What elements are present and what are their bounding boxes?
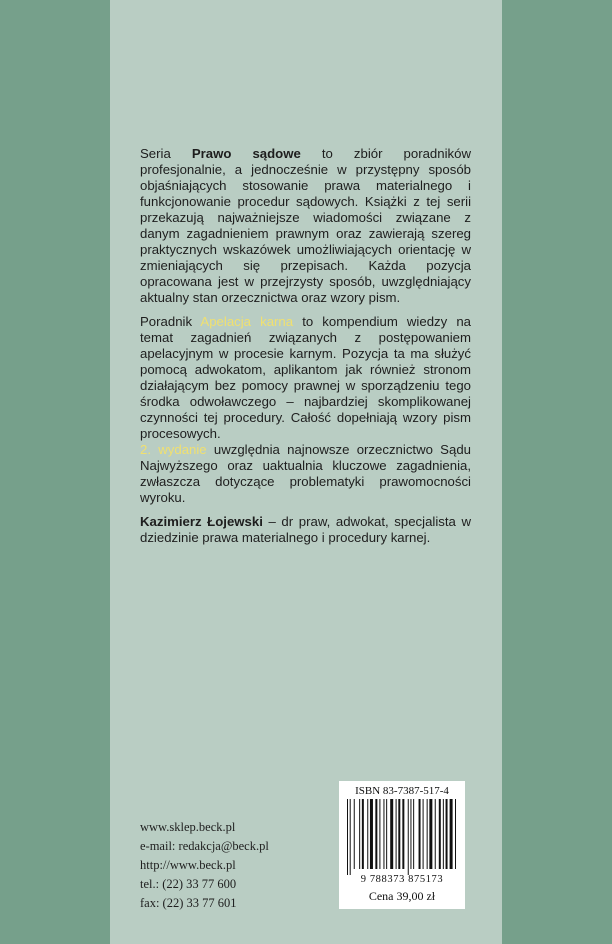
website-link[interactable]: http://www.beck.pl	[140, 858, 236, 872]
barcode-bar	[354, 799, 355, 869]
publisher-contacts	[140, 818, 269, 913]
fax-number: fax: (22) 33 77 601	[140, 896, 237, 910]
isbn-label: ISBN 83-7387-517-4	[355, 785, 449, 797]
series-description	[140, 146, 471, 306]
barcode-bar	[386, 799, 387, 869]
ean-digits: 9 788373 875173	[360, 874, 444, 885]
barcode-bar	[450, 799, 453, 869]
book-text: to kompendium wiedzy na temat zagadnień związanych z postępowaniem apelacyjnym w procesie karnym. Pozycja ta ma służyć pomocą adwokatom, aplikantom jak również stronom działającym bez pomocy prawnej w sporządzeniu tego środka odwoławczego – najbardziej skomplikowanej czynności tej procedury. Całość dopełniają wzory pism procesowych.	[140, 314, 471, 441]
author-text: – dr praw, adwokat, specjalista w dziedzinie prawa materialnego i procedury karnej.	[140, 514, 471, 545]
barcode-bar	[429, 799, 432, 869]
series-prefix: Seria	[140, 146, 192, 161]
barcode-bar	[419, 799, 421, 869]
series-text: to zbiór poradników profesjonalnie, a jednocześnie w przystępny sposób objaśniających stosowanie prawa materialnego i funkcjonowanie procedur sądowych. Książki z tej serii przekazują najważniejsze wiadomości związane z danym zagadnieniem prawnym oraz zawierają szereg praktycznych wskazówek umożliwiających orientację w zmieniających się przepisach. Każda pozycja opracowana jest w przejrzysty sposób, uwzględniający aktualny stan orzecznictwa oraz wzory pism.	[140, 146, 471, 305]
barcode-bar	[375, 799, 377, 869]
barcode-bar	[350, 799, 351, 875]
barcode-bar	[390, 799, 393, 869]
barcode-bar	[455, 799, 456, 869]
edition-label: 2. wydanie	[140, 442, 207, 457]
price-label: Cena 39,00 zł	[368, 889, 436, 903]
barcode-bar	[362, 799, 364, 869]
barcode-box	[339, 781, 465, 909]
author-bio	[140, 514, 471, 546]
barcode-bar	[370, 799, 373, 869]
barcode-bar	[435, 799, 436, 869]
barcode-bar	[379, 799, 380, 869]
barcode-bar	[423, 799, 424, 869]
barcode-bar	[359, 799, 360, 869]
barcode-bar	[402, 799, 404, 869]
barcode-bar	[439, 799, 441, 869]
barcode-bar	[367, 799, 368, 869]
barcode-bar	[410, 799, 411, 869]
barcode-bar	[413, 799, 414, 869]
book-description	[140, 314, 471, 506]
barcode-bar	[408, 799, 409, 875]
book-title: Apelacja karna	[200, 314, 294, 329]
barcode-bar	[443, 799, 444, 869]
shop-link[interactable]: www.sklep.beck.pl	[140, 820, 236, 834]
barcode-icon	[345, 799, 459, 875]
author-name: Kazimierz Łojewski	[140, 514, 263, 529]
barcode-bar	[383, 799, 384, 869]
barcode-bar	[427, 799, 428, 869]
book-prefix: Poradnik	[140, 314, 201, 329]
email-link[interactable]: e-mail: redakcja@beck.pl	[140, 839, 269, 853]
series-name: Prawo sądowe	[191, 146, 301, 161]
phone-number: tel.: (22) 33 77 600	[140, 877, 237, 891]
barcode-bar	[446, 799, 448, 869]
barcode-bar	[398, 799, 400, 869]
edition-text: uwzględnia najnowsze orzecznictwo Sądu Najwyższego oraz uaktualnia kluczowe zagadnienia, zwłaszcza dotyczące problematyki prawomocności wyroku.	[140, 442, 471, 505]
barcode-bar	[396, 799, 397, 869]
barcode-bar	[347, 799, 348, 875]
